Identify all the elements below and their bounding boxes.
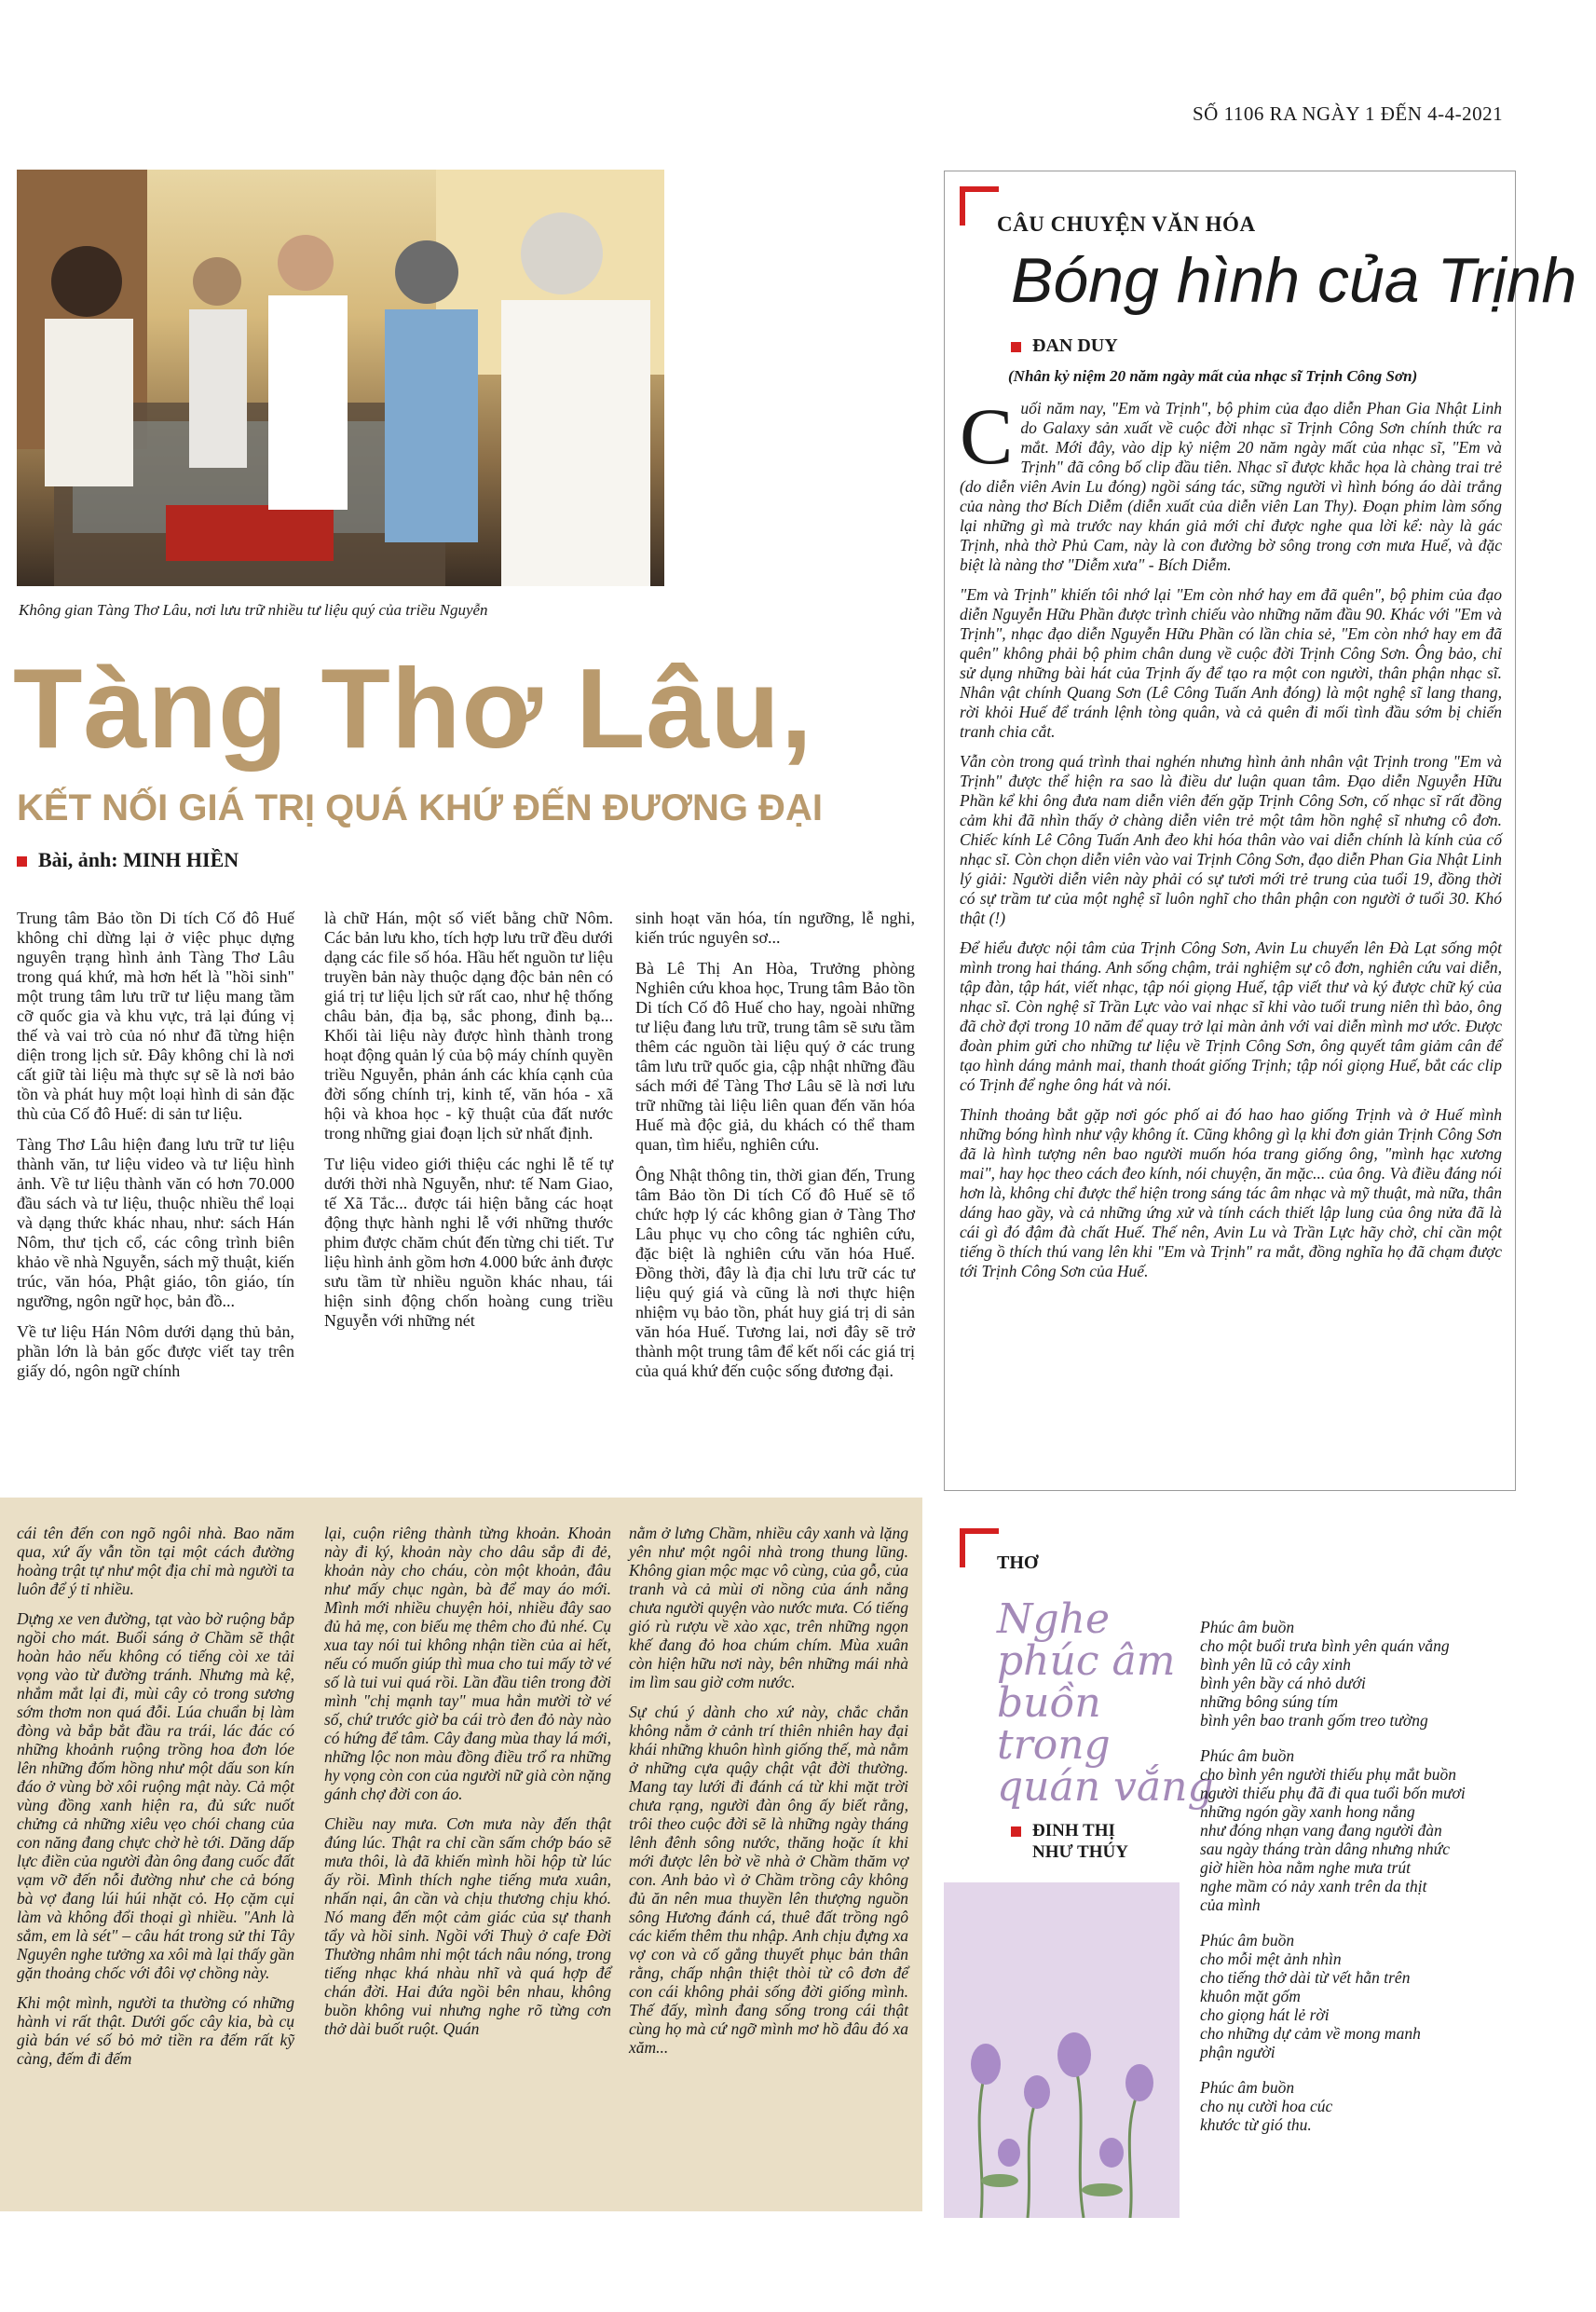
poem-line: cho mỗi mệt ảnh nhìn xyxy=(1200,1949,1342,1968)
bullet-square-icon xyxy=(17,856,27,867)
poem-line: sau ngày tháng tràn dâng nhưng nhức xyxy=(1200,1840,1450,1858)
poem-line: những bông súng tím xyxy=(1200,1692,1339,1711)
author-line: ĐINH THỊ xyxy=(1032,1821,1115,1840)
poem-line: Phúc âm buồn xyxy=(1200,1931,1295,1949)
poem-line: Phúc âm buồn xyxy=(1200,1618,1295,1636)
paragraph: Chiều nay mưa. Cơn mưa này đến thật đúng lúc. Thật ra chỉ cần sấm chớp báo sẽ mưa thôi, là đã khiến mình hồi hộp từ lúc ấy rồi. Mình thích nghe tiếng mưa xuân, nhấn nại, ân cần và chịu thương chịu khó. Nó mang đến một cảm giác của sự thanh tẩy và hồi sinh. Ngồi với Thuỳ ở cafe Đời Thường nhâm nhi một tách nâu nóng, trong tiếng nhạc khá nhàu nhĩ và quá hợp để chán đời. Hai đứa ngồi bên nhau, không buồn không vui nhưng nghe rõ từng cơn thở dài buốt ruột. Quán xyxy=(324,1814,611,2038)
poem-line: cho bình yên người thiếu phụ mắt buồn xyxy=(1200,1765,1457,1784)
section-bracket-icon xyxy=(960,1528,999,1567)
poem-stanza xyxy=(1200,2078,1507,2134)
bullet-square-icon xyxy=(1011,1826,1021,1837)
poem-line: cho nụ cười hoa cúc xyxy=(1200,2097,1333,2115)
poem-title-line: Nghe xyxy=(997,1595,1111,1643)
paragraph: Sự chú ý dành cho xứ này, chắc chắn không nằm ở cảnh trí thiên nhiên hay đại khái những khuôn hình giống thế, mà nằm ở những cựa quậy chật vật đời thường. Mang tay lưới đi đánh cá từ khi mặt trời chưa rạng, người đàn ông ấy biết rằng, trôi theo cuộc đời sẽ là những ngày tháng lênh đênh sông nước, thăng hoặc ít khi mới được lên bờ về nhà ở Chầm thăm vợ con. Anh bảo vì ở Chầm trồng cây không đủ ăn nên mua thuyền lên thượng nguồn sông Hương đánh cá, thuê đất trồng ngô các kiếm thêm thu nhập. Anh chịu đựng xa vợ con và cố gắng thuyết phục bản thân rằng, chấp nhận thiệt thòi từ cô đơn để con cái không phải sống đời giống mình. Thế đấy, mình đang sống trong cái thật cùng họ mà cứ ngỡ mình mơ hồ đâu đó xa xăm... xyxy=(629,1703,908,2057)
poem-line: cho giọng hát lẻ rời xyxy=(1200,2005,1330,2024)
paragraph: Thỉnh thoảng bắt gặp nơi góc phố ai đó hao hao giống Trịnh và ở Huế mình những bóng hình như vậy không ít. Cũng không gì lạ khi đơn giản Trịnh Công Sơn đã là hình tượng nên bao người muốn hóa trang giống ông, "mình hạc xương mai", hay học theo cách đeo kính, nói chuyện, ăn mặc... của ông. Và điều đáng nói hơn là, không chỉ được thể hiện trong sáng tác âm nhạc và mỹ thuật, mà nữa, thân dáng hao gầy, và cả những ứng xử và tính cách thiết lập lung của ông nửa đã là cái gì đó đậm đà chất Huế. Thế nên, Avin Lu và Trần Lực hãy chờ, chỉ cần một tiếng ồ thích thú vang lên khi "Em và Trịnh" ra mắt, đồng nghĩa họ đã chạm được tới Trịnh Công Sơn của Huế. xyxy=(960,1105,1502,1280)
poem-line: bình yên bầy cá nhỏ dưới xyxy=(1200,1674,1366,1692)
bullet-square-icon xyxy=(1011,342,1021,352)
feature-column-1 xyxy=(17,1524,294,2079)
paragraph-text: uối năm nay, "Em và Trịnh", bộ phim của đạo diễn Phan Gia Nhật Linh do Galaxy sản xuất về cuộc đời nhạc sĩ Trịnh Công Sơn chính thức ra mắt. Mới đây, vào dịp kỷ niệm 20 năm ngày mất của nhạc sĩ, "Em và Trịnh" đã công bố clip đầu tiên. Nhạc sĩ được khắc họa là chàng trai trẻ (do diễn viên Avin Lu đóng) ngồi sáng tác, sững người vì hình bóng áo dài trắng của nàng thơ Bích Diễm (diễn xuất của diễn viên Lan Thy). Đoạn phim làm sống lại những gì mà trước nay khán giả mới chỉ được nghe qua lời kể: này là gác Trịnh, nhà thờ Phủ Cam, này là con đường bờ sông trong cơn mưa Huế, và đặc biệt là nàng thơ "Diễm xưa" - Bích Diễm. xyxy=(960,399,1502,574)
poem-title-line: quán vắng xyxy=(997,1763,1214,1811)
article-photo xyxy=(17,170,664,586)
poem-title-line: phúc âm xyxy=(997,1637,1176,1685)
paragraph: "Em và Trịnh" khiến tôi nhớ lại "Em còn nhớ hay em đã quên", bộ phim của đạo diễn Nguyễn Hữu Phần được trình chiếu vào những năm đầu 90. Khác với "Em và Trịnh", nhạc đạo diễn Nguyễn Hữu Phần có lần chia sẻ, "Em còn nhớ hay em đã quên" không phải bộ phim chân dung về cuộc đời Trịnh Công Sơn. Ông bảo, chỉ sử dụng những bài hát của Trịnh ấy để tạo ra một con người, thân phận nhạc sĩ. Nhân vật chính Quang Sơn (Lê Công Tuấn Anh đóng) là một nghệ sĩ lang thang, rời khỏi Huế để tránh lệnh tòng quân, và cả quên đi mối tình đầu sớm bị chiến tranh chia cắt. xyxy=(960,585,1502,741)
sidebar-author xyxy=(1011,335,1118,357)
poem-line: nghe mầm có nảy xanh trên da thịt xyxy=(1200,1877,1427,1895)
poem-body xyxy=(1200,1618,1507,2151)
sidebar-kicker: CÂU CHUYỆN VĂN HÓA xyxy=(997,212,1256,236)
paragraph: Tàng Thơ Lâu hiện đang lưu trữ tư liệu thành văn, tư liệu video và tư liệu hình ảnh. Về tư liệu thành văn có hơn 70.000 đầu sách và tư liệu, thuộc nhiều thể loại và dạng thức khác nhau, như: sách Hán Nôm, thư tịch cổ, các công trình biên khảo về nhà Nguyễn, sách mỹ thuật, kiến trúc, văn hóa, Phật giáo, tôn giáo, tín ngưỡng, ngôn ngữ học, bản đồ... xyxy=(17,1135,294,1310)
poem-stanza xyxy=(1200,1618,1507,1730)
poem-line: phận người xyxy=(1200,2043,1275,2061)
article-column-1 xyxy=(17,909,294,1392)
poem-line: giờ hiền hòa nằm nghe mưa trút xyxy=(1200,1858,1411,1877)
paragraph: nằm ở lưng Chầm, nhiều cây xanh và lặng yên như một ngôi nhà trong thung lũng. Không gian mộc mạc vô cùng, của gỗ, của tranh và cả mùi ơi nồng của ánh nắng chưa người quyện vào nước mưa. Có tiếng gió rù rượu về xào xạc, trên những ngọn khế đang đỏ hoa chúm chím. Mùa xuân còn hiện hữu nơi này, bên những mái nhà im lìm sau giờ cơm nước. xyxy=(629,1524,908,1691)
paragraph: sinh hoạt văn hóa, tín ngưỡng, lễ nghi, kiến trúc nguyên sơ... xyxy=(635,909,915,947)
paragraph: Để hiểu được nội tâm của Trịnh Công Sơn, Avin Lu chuyển lên Đà Lạt sống một mình trong hai tháng. Anh sống chậm, trải nghiệm sự cô đơn, nghiên cứu vai diễn, tập đàn, tập hát, viết nhạc, tập nói giọng Huế, tập viết thư và ký được chữ ký của nhạc sĩ. Còn nghệ sĩ Trần Lực vào vai nhạc sĩ khi vào tuổi trung niên thì bảo, ông đã chờ đợi trong 10 năm để quay trở lại màn ảnh với vai diễn mình mơ ước. Được đoàn phim gửi cho những tư liệu về Trịnh Công Sơn, ông quyết tâm giảm cân để tạo hình dáng mảnh mai, thanh thoát giống Trịnh; tập nói giọng Huế, bắt các clip có Trịnh để nghe ông hát và nói. xyxy=(960,938,1502,1094)
photo-illustration xyxy=(17,170,664,586)
feature-column-2 xyxy=(324,1524,611,2049)
photo-caption: Không gian Tàng Thơ Lâu, nơi lưu trữ nhiều tư liệu quý của triều Nguyễn xyxy=(19,601,488,619)
poem-stanza xyxy=(1200,1746,1507,1914)
issue-date: SỐ 1106 RA NGÀY 1 ĐẾN 4-4-2021 xyxy=(1193,103,1504,125)
poem-line: bình yên bao tranh gốm treo tường xyxy=(1200,1711,1428,1730)
poem-line: những ngón gầy xanh hong nắng xyxy=(1200,1802,1415,1821)
author-text: ĐAN DUY xyxy=(1032,335,1118,356)
article-column-3 xyxy=(635,909,915,1392)
article-headline: Tàng Thơ Lâu, xyxy=(13,645,813,772)
poem-author xyxy=(1011,1820,1128,1863)
paragraph: Bà Lê Thị An Hòa, Trưởng phòng Nghiên cứu khoa học, Trung tâm Bảo tồn Di tích Cố đô Huế cho hay, ngoài những tư liệu đang lưu trữ, trung tâm sẽ sưu tầm thêm các nguồn tài liệu quý ở các trung tâm lưu trữ quốc gia, cập nhật những đầu sách mới để Tàng Thơ Lâu sẽ là nơi lưu trữ những tài liệu liên quan đến văn hóa Huế mà độc giả, du khách có thể tham quan, tìm hiểu, nghiên cứu. xyxy=(635,959,915,1154)
paragraph: Vẫn còn trong quá trình thai nghén nhưng hình ảnh nhân vật Trịnh trong "Em và Trịnh" được thể hiện ra sao là điều dư luận quan tâm. Đạo diễn Nguyễn Hữu Phần kể khi ông đưa nam diễn viên đến gặp Trịnh Công Sơn, cố nhạc sĩ rất đồng cảm khi đã nhìn thấy ở chàng diễn viên trẻ một tâm hồn nghệ sĩ nhưng cô đơn. Chiếc kính Lê Công Tuấn Anh đeo khi hóa thân vào vai diễn chính là kính của cố nhạc sĩ. Còn chọn diễn viên vào vai Trịnh Công Sơn, đạo diễn Phan Gia Nhật Linh lý giải: Người diễn viên này phải có sự tươi mới trẻ trung của tuổi 19, đồng thời có sự trầm tư của một nghệ sĩ luôn nghĩ cho thân phận con người ở tuổi 30. Khó thật (!) xyxy=(960,752,1502,927)
paragraph: Ông Nhật thông tin, thời gian đến, Trung tâm Bảo tồn Di tích Cố đô Huế sẽ tổ chức hợp lý các không gian ở Tàng Thơ Lâu phục vụ cho công tác nghiên cứu, đặc biệt là nghiên cứu văn hóa Huế. Đồng thời, đây là địa chỉ lưu trữ các tư liệu quý giá và cũng là nơi thực hiện nhiệm vụ bảo tồn, phát huy giá trị di sản văn hóa Huế. Tương lai, nơi đây sẽ trở thành một trung tâm để kết nối các giá trị của quá khứ đến cuộc sống đương đại. xyxy=(635,1166,915,1380)
poem-line: cho những dự cảm về mong manh xyxy=(1200,2024,1421,2043)
poem-title-line: buồn xyxy=(997,1679,1101,1727)
paragraph: lại, cuộn riêng thành từng khoản. Khoản này đi ký, khoản này cho dâu sắp đi đẻ, khoản này cho cháu, còn một khoản, đâu như mấy chục ngàn, bà để may áo mới. Mình mới nhiều chuyện hỏi, nhiều đây sao đủ hả mẹ, con biếu mẹ thêm cho đủ nhé. Cụ xua tay nói tui không nhận tiền của ai hết, nếu có muốn giúp thì mua cho tui mấy tờ vé số là tui vui quá rồi. Lần đầu tiên trong đời mình "chị mạnh tay" mua hẳn mười tờ vé số, chứ trước giờ ba cái trò đen đỏ này nào có hứng để tâm. Cây đang mùa thay lá mới, những lộc non màu đồng điều trổ ra những hy vọng còn con của người nữ già còn nặng gánh chợ đời con áo. xyxy=(324,1524,611,1803)
sidebar-body xyxy=(960,391,1502,1292)
poem-line: của mình xyxy=(1200,1895,1261,1914)
poem-line: cho tiếng thở dài từ vết hằn trên xyxy=(1200,1968,1411,1987)
poem-line: bình yên lũ cỏ cây xinh xyxy=(1200,1655,1351,1674)
poem-line: khước từ gió thu. xyxy=(1200,2115,1312,2134)
section-bracket-icon xyxy=(960,186,999,226)
paragraph: Trung tâm Bảo tồn Di tích Cố đô Huế không chỉ dừng lại ở việc phục dựng nguyên trạng hình ảnh Tàng Thơ Lâu trong quá khứ, mà hơn hết là "hồi sinh" một trung tâm lưu trữ tư liệu mang tầm cỡ quốc gia và khu vực, trả lại đúng vị thế và vai trò của nó như đã từng hiện diện trong lịch sử. Đây không chỉ là nơi cất giữ tài liệu mà thực sự sẽ là nơi bảo tồn và phát huy một loại hình di sản đặc thù của Cố đô Huế: di sản tư liệu. xyxy=(17,909,294,1123)
poem-title xyxy=(997,1595,1214,1811)
poem-kicker: THƠ xyxy=(997,1553,1039,1573)
article-column-2 xyxy=(324,909,613,1342)
flower-icon xyxy=(944,1882,1180,2218)
article-byline xyxy=(17,848,239,872)
paragraph: Khi một mình, người ta thường có những hành vi rất thật. Dưới gốc cây kia, bà cụ già bán vé số bỏ mở tiền ra đếm rất kỹ càng, đếm đi đếm xyxy=(17,1993,294,2068)
poem-stanza xyxy=(1200,1931,1507,2061)
paragraph: Tư liệu video giới thiệu các nghi lễ tế tự dưới thời nhà Nguyễn, như: tế Nam Giao, tế Xã Tắc... được tái hiện bằng các hoạt động thực hành nghi lễ với những thước phim được chăm chút đến từng chi tiết. Tư liệu hình ảnh gồm hơn 4.000 bức ảnh được sưu tầm từ nhiều nguồn khác nhau, tái hiện sinh động chốn hoàng cung triều Nguyễn với những nét xyxy=(324,1155,613,1330)
paragraph: là chữ Hán, một số viết bằng chữ Nôm. Các bản lưu kho, tích hợp lưu trữ đều dưới dạng các file số hóa. Hầu hết nguồn tư liệu truyền bản này thuộc dạng độc bản nên có giá trị tư liệu lịch sử rất cao, như hệ thống châu bản, địa bạ, sắc phong, đinh bạ... Khối tài liệu này được hình thành trong hoạt động quản lý của bộ máy chính quyền triều Nguyễn, phản ánh các khía cạnh của đời sống chính trị, kinh tế, văn hóa - xã hội và khoa học - kỹ thuật của đất nước trong những giai đoạn lịch sử nhất định. xyxy=(324,909,613,1142)
poem-line: khuôn mặt gốm xyxy=(1200,1987,1301,2005)
poem-line: như đóng nhạn vang đang người đàn xyxy=(1200,1821,1442,1840)
paragraph: Dựng xe ven đường, tạt vào bờ ruộng bắp ngồi cho mát. Buổi sáng ở Chầm sẽ thật hoàn hảo nếu không có tiếng còi xe tải vọng vào từ đường tránh. Nhưng mà kệ, nhắm mắt lại đi, mùi cây cỏ trong sương sớm thơm non quá đỗi. Lúa chuẩn bị làm đòng và bắp bắt đầu ra trái, lác đác có những khoảnh ruộng trồng hoa đơn lóe lên những đốm hồng như một dấu son kín đáo ở vùng bờ xôi ruộng mật này. Cả một vùng đồng xanh hiện ra, đủ sức nuốt chửng cả những xiêu vẹo chói chang của con năng đang chực chờ hè tới. Dăng dấp lực điền của người đàn ông đang cuốc đất vạm vỡ đến nỗi đường như che cả bóng bà vợ đang lúi húi nhặt cỏ. Họ cặm cụi làm và không đổi thoại gì nhiều. "Anh là sắm, em là sét" – câu hát trong sử thi Tây Nguyên nghe tưởng xa xôi mà lại thấy gần gặn thoảng chốc với đôi vợ chồng này. xyxy=(17,1609,294,1982)
drop-cap: C xyxy=(960,391,1014,481)
poem-line: cho một buổi trưa bình yên quán vắng xyxy=(1200,1636,1450,1655)
sidebar-subtitle: (Nhân kỷ niệm 20 năm ngày mất của nhạc sĩ Trịnh Công Sơn) xyxy=(1008,367,1418,385)
paragraph: cái tên đến con ngõ ngôi nhà. Bao năm qua, xứ ấy vẫn tồn tại một cách đường hoàng trật tự như một địa chỉ mà người ta luôn để ý tỉ nhiều. xyxy=(17,1524,294,1598)
poem-line: Phúc âm buồn xyxy=(1200,2078,1295,2097)
byline-text: Bài, ảnh: MINH HIỀN xyxy=(38,848,239,871)
poem-line: Phúc âm buồn xyxy=(1200,1746,1295,1765)
paragraph: Về tư liệu Hán Nôm dưới dạng thủ bản, phần lớn là bản gốc được viết tay trên giấy dó, ngôn ngữ chính xyxy=(17,1322,294,1380)
poem-line: người thiếu phụ đã đi qua tuổi bốn mươi xyxy=(1200,1784,1466,1802)
poem-title-line: trong xyxy=(997,1721,1111,1769)
sidebar-title: Bóng hình của Trịnh xyxy=(1011,245,1577,316)
flower-illustration xyxy=(944,1882,1180,2218)
author-line: NHƯ THÚY xyxy=(1032,1842,1128,1862)
paragraph xyxy=(960,391,1502,575)
article-subheadline: KẾT NỐI GIÁ TRỊ QUÁ KHỨ ĐẾN ĐƯƠNG ĐẠI xyxy=(17,787,823,828)
feature-column-3 xyxy=(629,1524,908,2068)
